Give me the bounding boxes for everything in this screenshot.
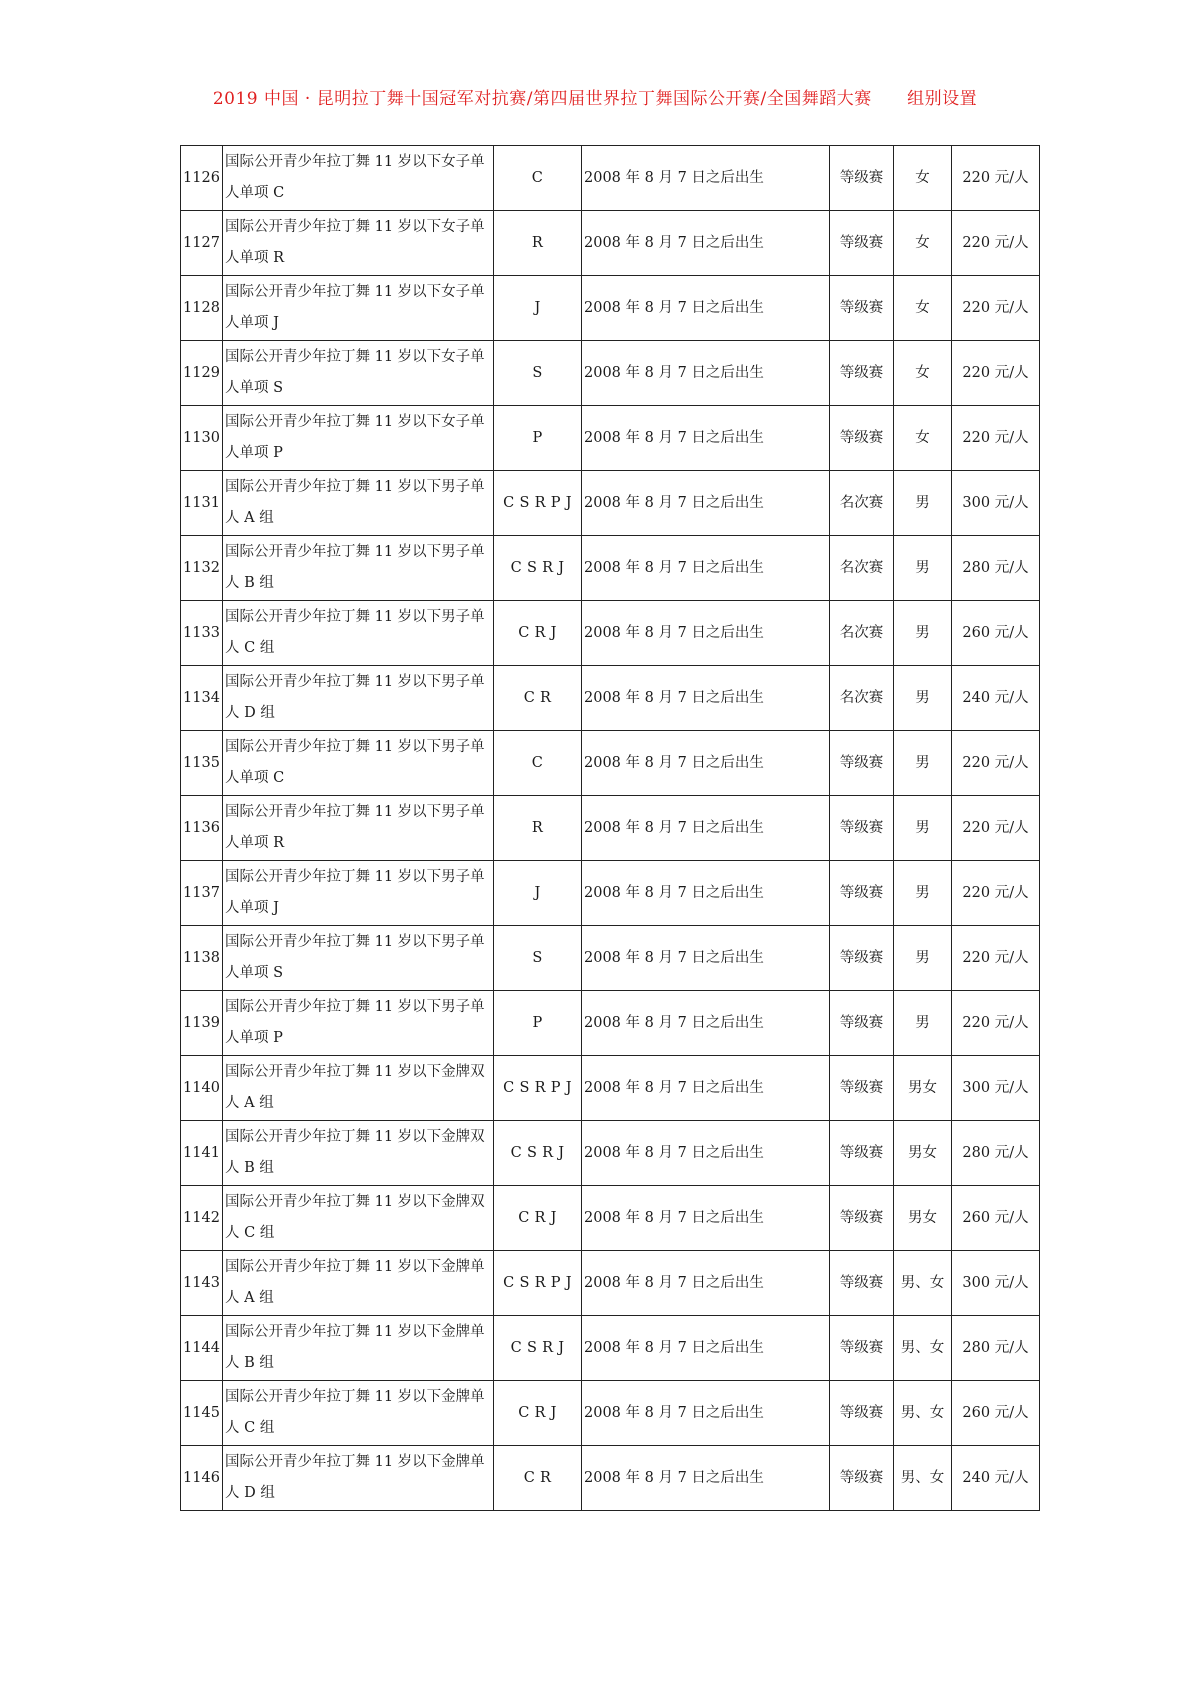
gender-cell: 女 [894, 276, 952, 341]
age-requirement-cell: 2008 年 8 月 7 日之后出生 [582, 471, 830, 536]
dances-cell: P [494, 406, 582, 471]
competition-type-cell: 等级赛 [830, 731, 894, 796]
gender-cell: 男 [894, 601, 952, 666]
age-requirement-cell: 2008 年 8 月 7 日之后出生 [582, 1381, 830, 1446]
table-row [181, 1186, 1040, 1251]
gender-cell: 男 [894, 796, 952, 861]
group-id-cell: 1130 [181, 406, 223, 471]
dances-cell: R [494, 211, 582, 276]
fee-cell: 240 元/人 [952, 1446, 1040, 1511]
gender-cell: 男女 [894, 1056, 952, 1121]
table-row [181, 731, 1040, 796]
gender-cell: 女 [894, 406, 952, 471]
competition-type-cell: 等级赛 [830, 146, 894, 211]
group-name-cell: 国际公开青少年拉丁舞 11 岁以下金牌单人 C 组 [223, 1381, 494, 1446]
age-requirement-cell: 2008 年 8 月 7 日之后出生 [582, 1186, 830, 1251]
fee-cell: 220 元/人 [952, 211, 1040, 276]
dances-cell: C S R P J [494, 471, 582, 536]
fee-cell: 260 元/人 [952, 1186, 1040, 1251]
age-requirement-cell: 2008 年 8 月 7 日之后出生 [582, 276, 830, 341]
gender-cell: 男、女 [894, 1251, 952, 1316]
group-name-cell: 国际公开青少年拉丁舞 11 岁以下女子单人单项 J [223, 276, 494, 341]
fee-cell: 220 元/人 [952, 406, 1040, 471]
fee-cell: 280 元/人 [952, 1316, 1040, 1381]
group-id-cell: 1144 [181, 1316, 223, 1381]
group-id-cell: 1132 [181, 536, 223, 601]
dances-cell: C S R J [494, 1121, 582, 1186]
gender-cell: 男 [894, 926, 952, 991]
age-requirement-cell: 2008 年 8 月 7 日之后出生 [582, 406, 830, 471]
competition-type-cell: 名次赛 [830, 536, 894, 601]
competition-type-cell: 等级赛 [830, 211, 894, 276]
group-id-cell: 1140 [181, 1056, 223, 1121]
dances-cell: C R [494, 666, 582, 731]
table-row [181, 796, 1040, 861]
gender-cell: 男 [894, 731, 952, 796]
gender-cell: 男、女 [894, 1316, 952, 1381]
fee-cell: 220 元/人 [952, 276, 1040, 341]
group-name-cell: 国际公开青少年拉丁舞 11 岁以下金牌双人 B 组 [223, 1121, 494, 1186]
gender-cell: 男 [894, 536, 952, 601]
group-id-cell: 1129 [181, 341, 223, 406]
gender-cell: 女 [894, 341, 952, 406]
dances-cell: C R J [494, 601, 582, 666]
competition-type-cell: 等级赛 [830, 991, 894, 1056]
dances-cell: C S R P J [494, 1251, 582, 1316]
competition-type-cell: 名次赛 [830, 471, 894, 536]
table-row [181, 471, 1040, 536]
fee-cell: 260 元/人 [952, 601, 1040, 666]
dances-cell: P [494, 991, 582, 1056]
table-row [181, 601, 1040, 666]
dances-cell: J [494, 276, 582, 341]
group-id-cell: 1141 [181, 1121, 223, 1186]
group-name-cell: 国际公开青少年拉丁舞 11 岁以下金牌双人 A 组 [223, 1056, 494, 1121]
fee-cell: 300 元/人 [952, 1056, 1040, 1121]
age-requirement-cell: 2008 年 8 月 7 日之后出生 [582, 536, 830, 601]
competition-type-cell: 等级赛 [830, 1446, 894, 1511]
gender-cell: 女 [894, 146, 952, 211]
group-name-cell: 国际公开青少年拉丁舞 11 岁以下男子单人 C 组 [223, 601, 494, 666]
fee-cell: 220 元/人 [952, 146, 1040, 211]
fee-cell: 220 元/人 [952, 991, 1040, 1056]
table-row [181, 991, 1040, 1056]
age-requirement-cell: 2008 年 8 月 7 日之后出生 [582, 211, 830, 276]
group-id-cell: 1126 [181, 146, 223, 211]
age-requirement-cell: 2008 年 8 月 7 日之后出生 [582, 341, 830, 406]
group-id-cell: 1135 [181, 731, 223, 796]
age-requirement-cell: 2008 年 8 月 7 日之后出生 [582, 991, 830, 1056]
group-id-cell: 1134 [181, 666, 223, 731]
competition-type-cell: 等级赛 [830, 276, 894, 341]
table-row [181, 276, 1040, 341]
table-row [181, 666, 1040, 731]
group-name-cell: 国际公开青少年拉丁舞 11 岁以下女子单人单项 S [223, 341, 494, 406]
gender-cell: 女 [894, 211, 952, 276]
dances-cell: S [494, 926, 582, 991]
group-name-cell: 国际公开青少年拉丁舞 11 岁以下男子单人 A 组 [223, 471, 494, 536]
gender-cell: 男 [894, 471, 952, 536]
competition-type-cell: 等级赛 [830, 341, 894, 406]
group-name-cell: 国际公开青少年拉丁舞 11 岁以下金牌单人 B 组 [223, 1316, 494, 1381]
age-requirement-cell: 2008 年 8 月 7 日之后出生 [582, 146, 830, 211]
dances-cell: C [494, 731, 582, 796]
table-row [181, 406, 1040, 471]
fee-cell: 220 元/人 [952, 861, 1040, 926]
age-requirement-cell: 2008 年 8 月 7 日之后出生 [582, 666, 830, 731]
group-name-cell: 国际公开青少年拉丁舞 11 岁以下男子单人单项 R [223, 796, 494, 861]
group-name-cell: 国际公开青少年拉丁舞 11 岁以下金牌双人 C 组 [223, 1186, 494, 1251]
group-settings-table [180, 145, 1040, 1511]
age-requirement-cell: 2008 年 8 月 7 日之后出生 [582, 1446, 830, 1511]
age-requirement-cell: 2008 年 8 月 7 日之后出生 [582, 731, 830, 796]
table-row [181, 146, 1040, 211]
table-row [181, 1446, 1040, 1511]
competition-type-cell: 等级赛 [830, 1381, 894, 1446]
group-id-cell: 1136 [181, 796, 223, 861]
fee-cell: 240 元/人 [952, 666, 1040, 731]
gender-cell: 男 [894, 861, 952, 926]
competition-type-cell: 名次赛 [830, 666, 894, 731]
age-requirement-cell: 2008 年 8 月 7 日之后出生 [582, 1056, 830, 1121]
fee-cell: 300 元/人 [952, 1251, 1040, 1316]
group-id-cell: 1127 [181, 211, 223, 276]
group-id-cell: 1143 [181, 1251, 223, 1316]
group-name-cell: 国际公开青少年拉丁舞 11 岁以下金牌单人 A 组 [223, 1251, 494, 1316]
fee-cell: 220 元/人 [952, 796, 1040, 861]
dances-cell: C S R J [494, 536, 582, 601]
fee-cell: 300 元/人 [952, 471, 1040, 536]
table-row [181, 1121, 1040, 1186]
age-requirement-cell: 2008 年 8 月 7 日之后出生 [582, 601, 830, 666]
competition-type-cell: 等级赛 [830, 1251, 894, 1316]
dances-cell: C R J [494, 1186, 582, 1251]
group-id-cell: 1131 [181, 471, 223, 536]
age-requirement-cell: 2008 年 8 月 7 日之后出生 [582, 1251, 830, 1316]
gender-cell: 男 [894, 991, 952, 1056]
dances-cell: C R [494, 1446, 582, 1511]
fee-cell: 220 元/人 [952, 731, 1040, 796]
age-requirement-cell: 2008 年 8 月 7 日之后出生 [582, 1121, 830, 1186]
group-name-cell: 国际公开青少年拉丁舞 11 岁以下男子单人单项 J [223, 861, 494, 926]
group-name-cell: 国际公开青少年拉丁舞 11 岁以下男子单人单项 P [223, 991, 494, 1056]
dances-cell: R [494, 796, 582, 861]
competition-type-cell: 等级赛 [830, 796, 894, 861]
fee-cell: 260 元/人 [952, 1381, 1040, 1446]
table-row [181, 1316, 1040, 1381]
group-id-cell: 1133 [181, 601, 223, 666]
gender-cell: 男、女 [894, 1446, 952, 1511]
group-name-cell: 国际公开青少年拉丁舞 11 岁以下男子单人 B 组 [223, 536, 494, 601]
competition-type-cell: 等级赛 [830, 1186, 894, 1251]
gender-cell: 男女 [894, 1186, 952, 1251]
table-row [181, 211, 1040, 276]
table-body [181, 146, 1040, 1511]
age-requirement-cell: 2008 年 8 月 7 日之后出生 [582, 1316, 830, 1381]
competition-type-cell: 等级赛 [830, 861, 894, 926]
group-id-cell: 1137 [181, 861, 223, 926]
table-row [181, 1251, 1040, 1316]
fee-cell: 220 元/人 [952, 341, 1040, 406]
fee-cell: 220 元/人 [952, 926, 1040, 991]
table-row [181, 341, 1040, 406]
dances-cell: C [494, 146, 582, 211]
table-row [181, 861, 1040, 926]
table-row [181, 1056, 1040, 1121]
group-id-cell: 1142 [181, 1186, 223, 1251]
group-id-cell: 1138 [181, 926, 223, 991]
table-row [181, 1381, 1040, 1446]
group-name-cell: 国际公开青少年拉丁舞 11 岁以下男子单人单项 C [223, 731, 494, 796]
dances-cell: J [494, 861, 582, 926]
gender-cell: 男、女 [894, 1381, 952, 1446]
dances-cell: C S R J [494, 1316, 582, 1381]
group-id-cell: 1146 [181, 1446, 223, 1511]
age-requirement-cell: 2008 年 8 月 7 日之后出生 [582, 926, 830, 991]
fee-cell: 280 元/人 [952, 1121, 1040, 1186]
group-id-cell: 1128 [181, 276, 223, 341]
table-row [181, 536, 1040, 601]
group-id-cell: 1145 [181, 1381, 223, 1446]
group-name-cell: 国际公开青少年拉丁舞 11 岁以下女子单人单项 R [223, 211, 494, 276]
competition-type-cell: 等级赛 [830, 1316, 894, 1381]
age-requirement-cell: 2008 年 8 月 7 日之后出生 [582, 796, 830, 861]
group-id-cell: 1139 [181, 991, 223, 1056]
group-name-cell: 国际公开青少年拉丁舞 11 岁以下女子单人单项 P [223, 406, 494, 471]
group-name-cell: 国际公开青少年拉丁舞 11 岁以下金牌单人 D 组 [223, 1446, 494, 1511]
table-row [181, 926, 1040, 991]
fee-cell: 280 元/人 [952, 536, 1040, 601]
dances-cell: C S R P J [494, 1056, 582, 1121]
competition-type-cell: 名次赛 [830, 601, 894, 666]
gender-cell: 男 [894, 666, 952, 731]
competition-type-cell: 等级赛 [830, 926, 894, 991]
competition-type-cell: 等级赛 [830, 406, 894, 471]
page-title: 2019 中国 · 昆明拉丁舞十国冠军对抗赛/第四届世界拉丁舞国际公开赛/全国舞蹈大赛 组别设置 [212, 89, 978, 109]
gender-cell: 男女 [894, 1121, 952, 1186]
dances-cell: S [494, 341, 582, 406]
group-name-cell: 国际公开青少年拉丁舞 11 岁以下男子单人 D 组 [223, 666, 494, 731]
age-requirement-cell: 2008 年 8 月 7 日之后出生 [582, 861, 830, 926]
group-name-cell: 国际公开青少年拉丁舞 11 岁以下男子单人单项 S [223, 926, 494, 991]
competition-type-cell: 等级赛 [830, 1121, 894, 1186]
competition-type-cell: 等级赛 [830, 1056, 894, 1121]
group-name-cell: 国际公开青少年拉丁舞 11 岁以下女子单人单项 C [223, 146, 494, 211]
dances-cell: C R J [494, 1381, 582, 1446]
